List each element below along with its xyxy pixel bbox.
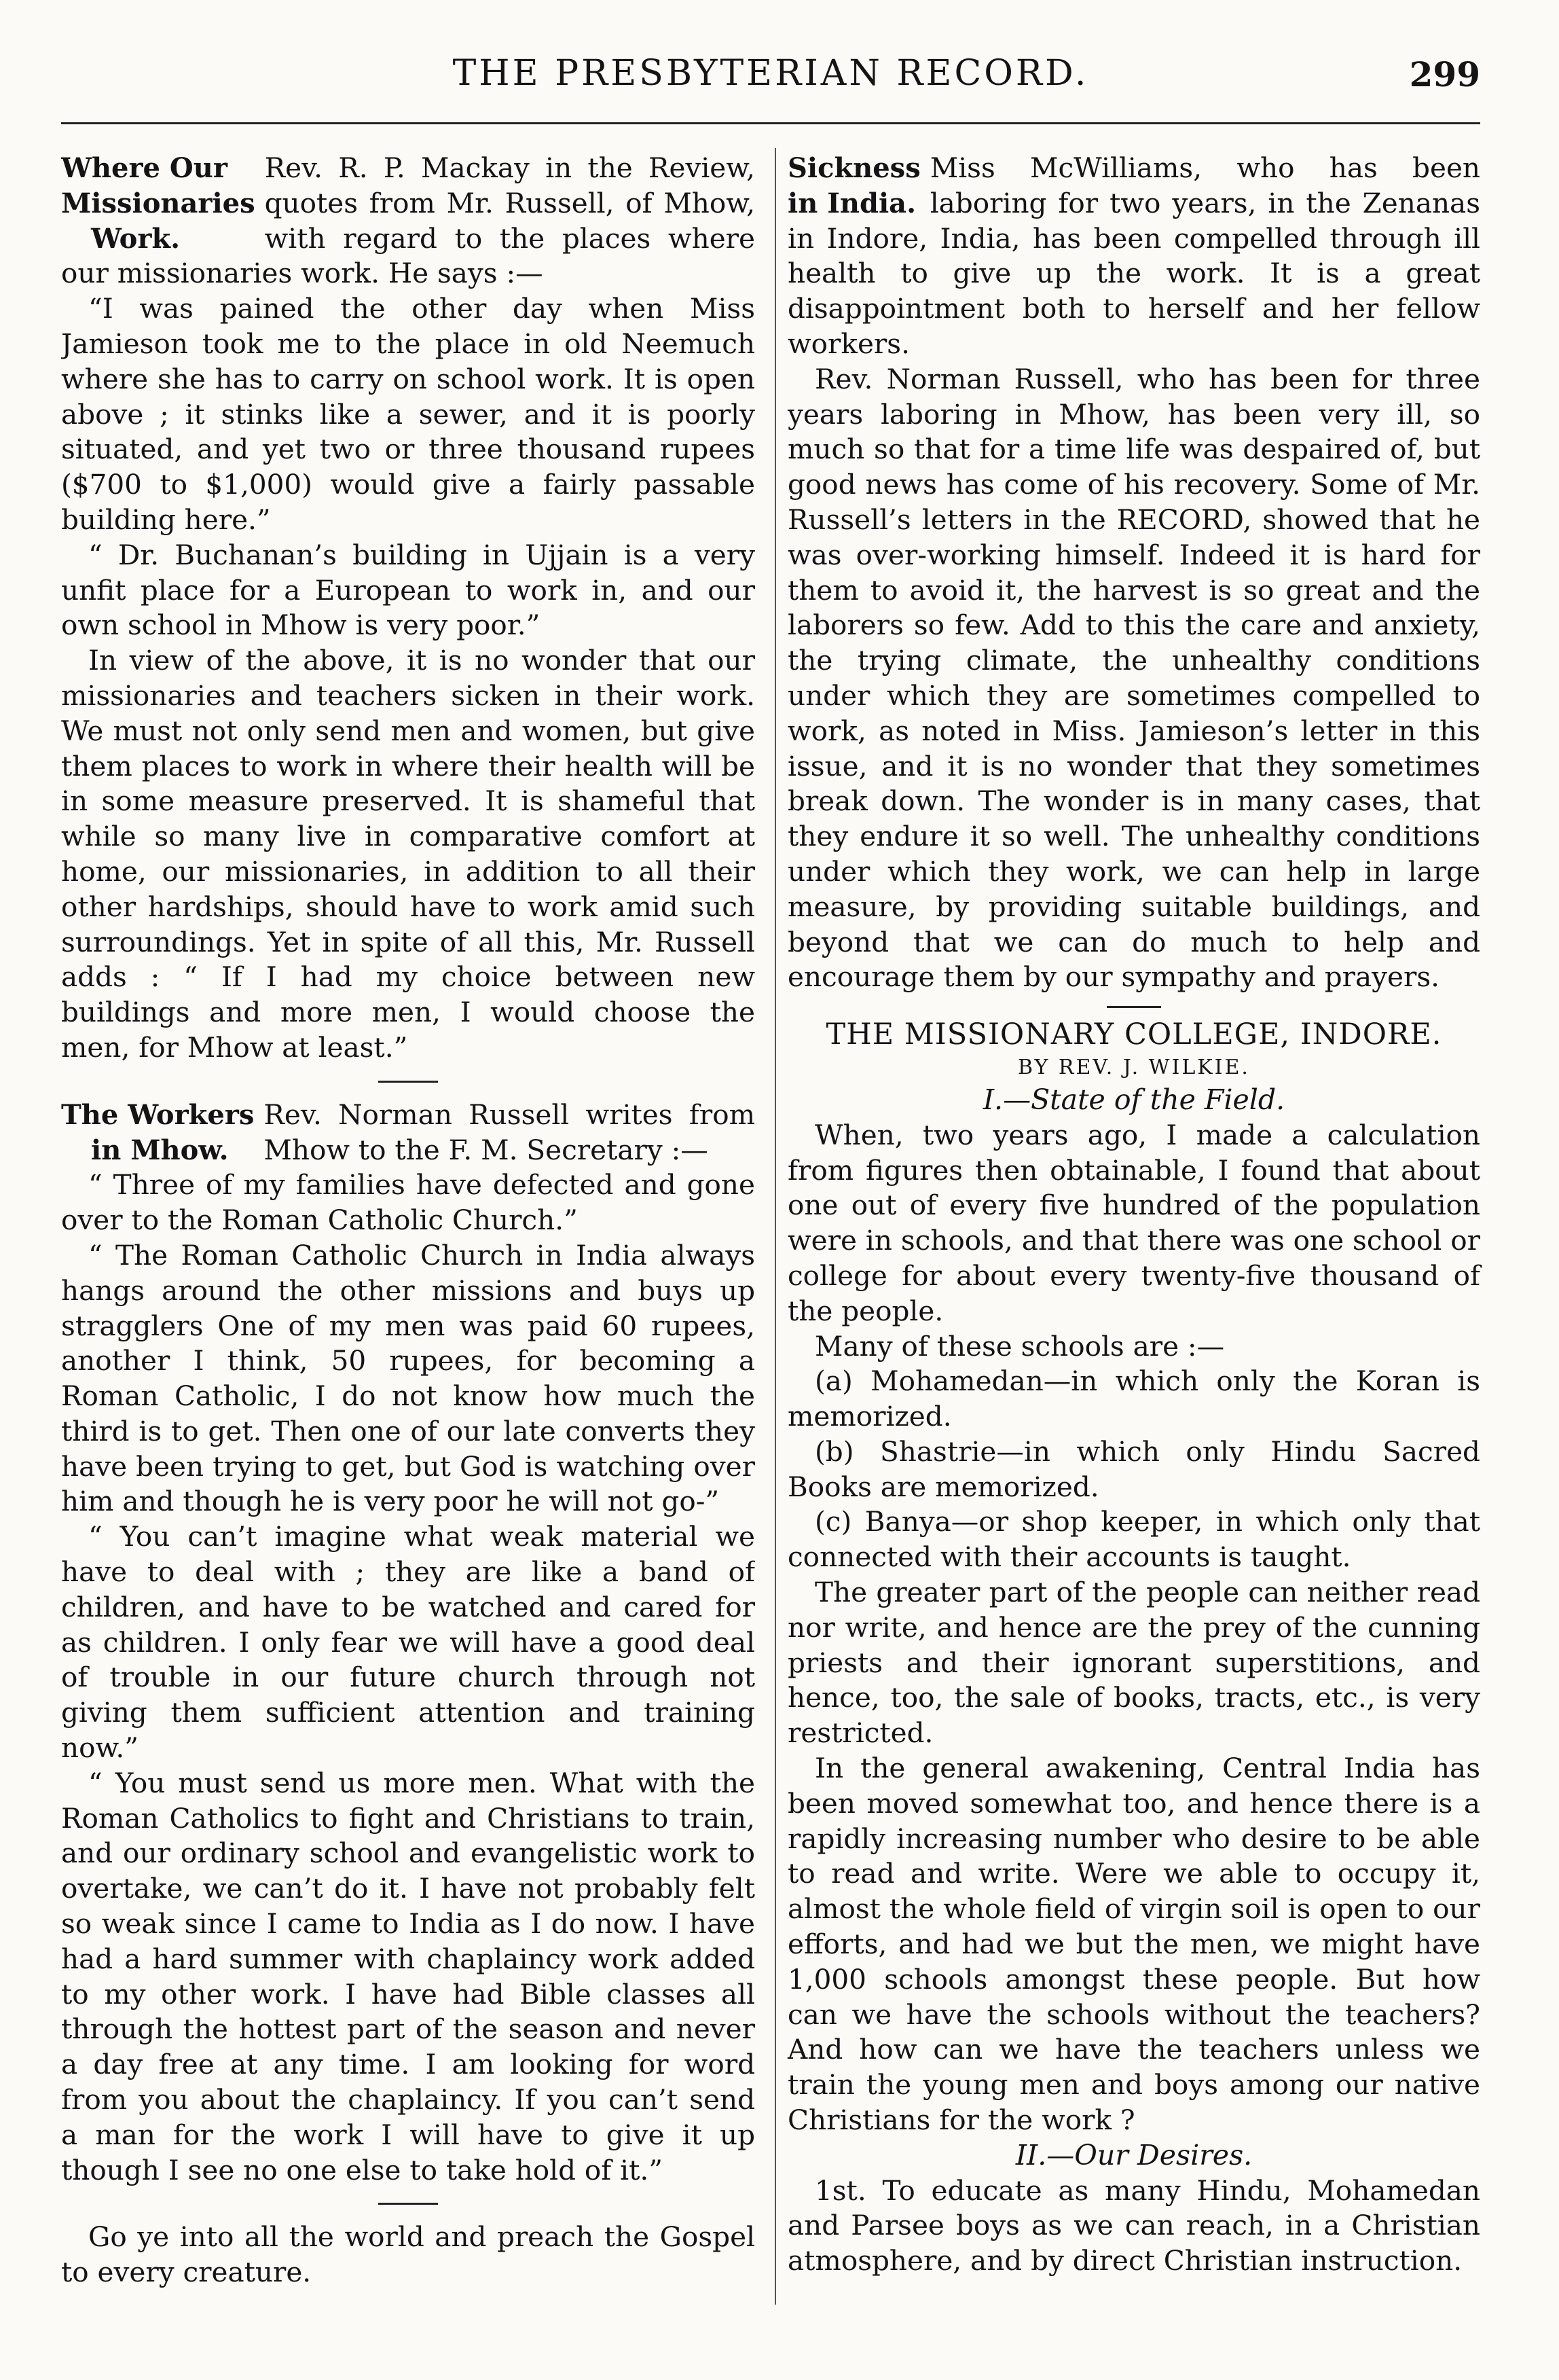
article-subheading: I.—State of the Field.	[983, 1083, 1285, 1116]
page-number: 299	[1409, 54, 1480, 94]
running-head: THE PRESBYTERIAN RECORD.	[452, 53, 1089, 94]
side-heading-line: in India.	[788, 187, 917, 219]
paragraph: The greater part of the people can neither read nor write, and hence are the prey of the cunning priests and their ignorant superstitions, and hence, too, the sale of books, tracts, etc., is very restricted.	[788, 1576, 1480, 1750]
left-column	[61, 151, 755, 2290]
column-divider	[775, 148, 776, 2305]
closing-verse: Go ye into all the world and preach the Gospel to every creature.	[61, 2220, 755, 2289]
side-heading-line: Work.	[91, 222, 181, 255]
side-heading-line: Sickness	[788, 152, 921, 184]
side-heading-line: in Mhow.	[91, 1134, 229, 1166]
list-item: (a) Mohamedan—in which only the Koran is memorized.	[788, 1365, 1480, 1433]
header-rule	[61, 122, 1480, 124]
paragraph: “ Dr. Buchanan’s building in Ujjain is a very unfit place for a European to work in, and our own school in Mhow is very poor.”	[61, 538, 755, 642]
right-column	[788, 151, 1480, 2279]
list-item: (c) Banya—or shop keeper, in which only that connected with their accounts is taught.	[788, 1505, 1480, 1574]
paragraph: Miss McWilliams, who has been laboring for two years, in the Zenanas in Indore, India, has been compelled through ill health to give up the work. It is a great disappointment both to herself and her fellow workers.	[788, 151, 1480, 360]
paragraph: In view of the above, it is no wonder that our missionaries and teachers sicken in their work. We must not only send men and women, but give them places to work in where their health will be in some measure preserved. It is shameful that while so many live in comparative comfort at home, our missionaries, in addition to all their other hardships, should have to work amid such surroundings. Yet in spite of all this, Mr. Russell adds : “ If I had my choice between new buildings and more men, I would choose the men, for Mhow at least.”	[61, 644, 755, 1064]
section-rule	[378, 2203, 438, 2205]
article-subheading: II.—Our Desires.	[1015, 2138, 1253, 2171]
side-heading	[61, 151, 255, 256]
paragraph: 1st. To educate as many Hindu, Mohamedan and Parsee boys as we can reach, in a Christian atmosphere, and by direct Christian instruction.	[788, 2174, 1480, 2277]
side-heading	[61, 1098, 254, 1168]
paragraph: “ You can’t imagine what weak material we have to deal with ; they are like a band of children, and have to be watched and cared for as children. I only fear we will have a good deal of trouble in our future church through not giving them sufficient attention and training now.”	[61, 1520, 755, 1765]
list-item: (b) Shastrie—in which only Hindu Sacred Books are memorized.	[788, 1435, 1480, 1503]
article-title: THE MISSIONARY COLLEGE, INDORE.	[826, 1017, 1442, 1052]
paragraph: “ You must send us more men. What with the Roman Catholics to fight and Christians to train, and our ordinary school and evangelistic work to overtake, we can’t do it. I have not probably felt so weak since I came to India as I do now. I have had a hard summer with chaplaincy work added to my other work. I have had Bible classes all through the hottest part of the season and never a day free at any time. I am looking for word from you about the chaplaincy. If you can’t send a man for the work I will have to give it up though I see no one else to take hold of it.”	[61, 1766, 755, 2186]
section-rule	[1107, 1006, 1161, 1008]
side-heading-line: Missionaries	[61, 187, 255, 219]
article-byline: BY REV. J. WILKIE.	[1018, 1055, 1250, 1079]
where-our-missionaries-work-section	[61, 151, 755, 1066]
workers-in-mhow-section	[61, 1098, 755, 2188]
paragraph: Rev. Norman Russell writes from Mhow to the F. M. Secretary :—	[263, 1098, 755, 1166]
paragraph: When, two years ago, I made a calculation from figures then obtainable, I found that about one out of every five hundred of the population were in schools, and that there was one school or college for about every twenty-five thousand of the people.	[788, 1118, 1480, 1327]
page-header	[61, 53, 1480, 107]
paragraph: “ The Roman Catholic Church in India always hangs around the other missions and buys up stragglers One of my men was paid 60 rupees, another I think, 50 rupees, for becoming a Roman Catholic, I do not know how much the third is to get. Then one of our late converts they have been trying to get, but God is watching over him and though he is very poor he will not go-”	[61, 1238, 755, 1518]
section-rule	[378, 1081, 438, 1083]
side-heading-line: Where Our	[61, 152, 227, 184]
paragraph: “ Three of my families have defected and gone over to the Roman Catholic Church.”	[61, 1168, 755, 1237]
paragraph: In the general awakening, Central India has been moved somewhat too, and hence there is a rapidly increasing number who desire to be able to read and write. Were we able to occupy it, almost the whole field of virgin soil is open to our efforts, and had we but the men, we might have 1,000 schools amongst these people. But how can we have the schools without the teachers? And how can we have the teachers unless we train the young men and boys among our native Christians for the work ?	[788, 1752, 1480, 2137]
paragraph: “I was pained the other day when Miss Jamieson took me to the place in old Neemuch where she has to carry on school work. It is open above ; it stinks like a sewer, and it is poorly situated, and yet two or three thousand rupees ($700 to $1,000) would give a fairly passable building here.”	[61, 292, 755, 536]
paragraph: Rev. Norman Russell, who has been for three years laboring in Mhow, has been very ill, so much so that for a time life was despaired of, but good news has come of his recovery. Some of Mr. Russell’s letters in the RECORD, showed that he was over-working himself. Indeed it is hard for them to avoid it, the harvest is so great and the laborers so few. Add to this the care and anxiety, the trying climate, the unhealthy conditions under which they are sometimes compelled to work, as noted in Miss. Jamieson’s letter in this issue, and it is no wonder that they sometimes break down. The wonder is in many cases, that they endure it so well. The unhealthy conditions under which they work, we can help in large measure, by providing suitable buildings, and beyond that we can do much to help and encourage them by our sympathy and prayers.	[788, 362, 1480, 994]
paragraph: Rev. R. P. Mackay in the Review, quotes from Mr. Russell, of Mhow, with regard to the places where our missionaries work. He says :—	[61, 151, 755, 290]
paragraph: Many of these schools are :—	[815, 1329, 1225, 1363]
side-heading-line: The Workers	[61, 1098, 255, 1131]
side-heading	[788, 151, 921, 221]
sickness-in-india-section	[788, 151, 1480, 995]
